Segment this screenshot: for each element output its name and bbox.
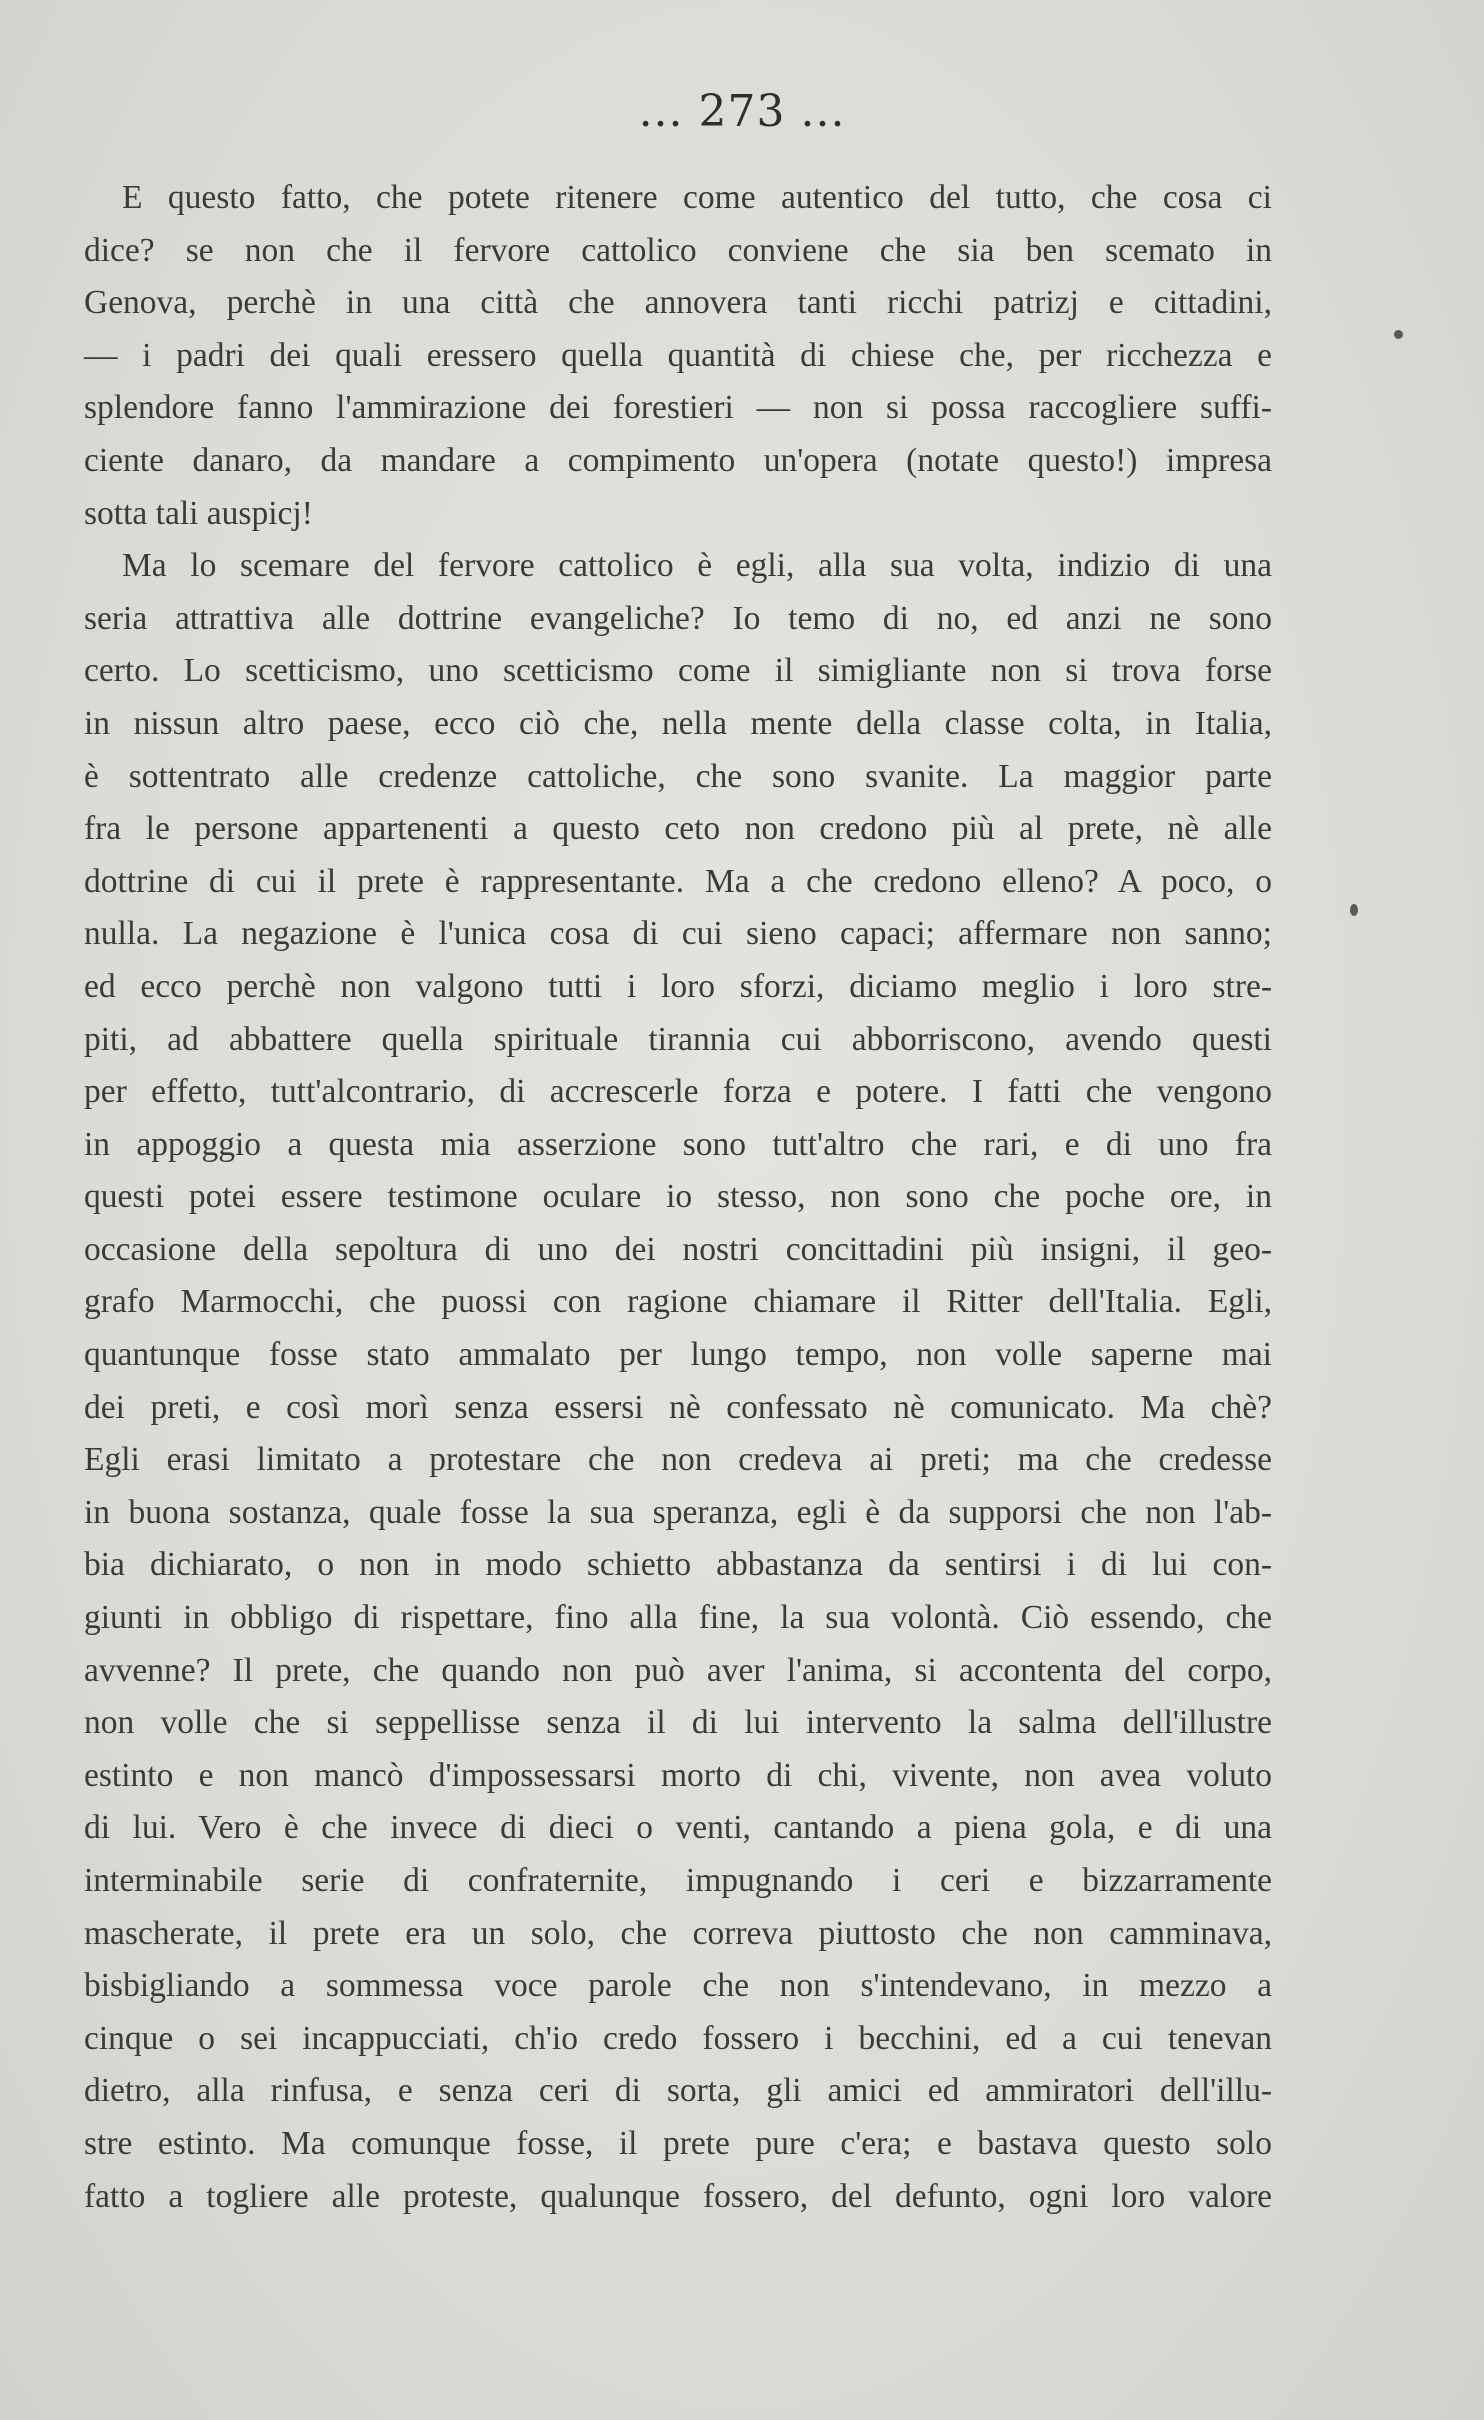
text-line: certo. Lo scetticismo, uno scetticismo come il simigliante non si trova forse [84,652,1272,690]
text-line: è sottentrato alle credenze cattoliche, che sono svanite. La maggior parte [84,757,1272,795]
text-line: sotta tali auspicj! [84,494,313,532]
text-line: Egli erasi limitato a protestare che non credeva ai preti; ma che credesse [84,1441,1272,1479]
text-line: cinque o sei incappucciati, ch'io credo fossero i becchini, ed a cui tenevan [84,2019,1272,2057]
text-line: di lui. Vero è che invece di dieci o venti, cantando a piena gola, e di una [84,1809,1272,1847]
paper-speck [1394,330,1403,339]
text-line: in nissun altro paese, ecco ciò che, nella mente della classe colta, in Italia, [84,704,1272,742]
text-line: dottrine di cui il prete è rappresentante. Ma a che credono elleno? A poco, o [84,862,1272,900]
paper-speck [1350,904,1358,916]
text-line: dietro, alla rinfusa, e senza ceri di sorta, gli amici ed ammiratori dell'illu- [84,2072,1272,2110]
text-line: nulla. La negazione è l'unica cosa di cui sieno capaci; affermare non sanno; [84,915,1272,953]
text-line: non volle che si seppellisse senza il di lui intervento la salma dell'illustre [84,1704,1272,1742]
text-line: Genova, perchè in una città che annovera tanti ricchi patrizj e cittadini, [84,284,1272,322]
text-line: dice? se non che il fervore cattolico conviene che sia ben scemato in [84,231,1272,269]
text-line: quantunque fosse stato ammalato per lungo tempo, non volle saperne mai [84,1336,1272,1374]
text-line: fra le persone appartenenti a questo ceto non credono più al prete, nè alle [84,810,1272,848]
text-line: per effetto, tutt'alcontrario, di accrescerle forza e potere. I fatti che vengono [84,1073,1272,1111]
text-line: in appoggio a questa mia asserzione sono tutt'altro che rari, e di uno fra [84,1125,1272,1163]
text-line: in buona sostanza, quale fosse la sua speranza, egli è da supporsi che non l'ab- [84,1493,1272,1531]
text-line: questi potei essere testimone oculare io stesso, non sono che poche ore, in [84,1178,1272,1216]
text-line: interminabile serie di confraternite, impugnando i ceri e bizzarramente [84,1862,1272,1899]
text-line: avvenne? Il prete, che quando non può aver l'anima, si accontenta del corpo, [84,1651,1272,1689]
text-line: estinto e non mancò d'impossessarsi morto di chi, vivente, non avea voluto [84,1756,1272,1794]
text-line: splendore fanno l'ammirazione dei forestieri — non si possa raccogliere suffi- [84,389,1272,427]
text-line: mascherate, il prete era un solo, che correva piuttosto che non camminava, [84,1914,1272,1952]
text-line: ed ecco perchè non valgono tutti i loro sforzi, diciamo meglio i loro stre- [84,967,1272,1005]
text-line: grafo Marmocchi, che puossi con ragione chiamare il Ritter dell'Italia. Egli, [84,1283,1272,1321]
text-line: ciente danaro, da mandare a compimento un'opera (notate questo!) impresa [84,441,1272,479]
text-line: E questo fatto, che potete ritenere come autentico del tutto, che cosa ci [122,179,1272,216]
text-line: dei preti, e così morì senza essersi nè confessato nè comunicato. Ma chè? [84,1388,1272,1426]
text-line: seria attrattiva alle dottrine evangeliche? Io temo di no, ed anzi ne sono [84,599,1272,637]
text-line: stre estinto. Ma comunque fosse, il prete pure c'era; e bastava questo solo [84,2124,1272,2162]
text-line: fatto a togliere alle proteste, qualunque fossero, del defunto, ogni loro valore [84,2177,1272,2215]
text-line: giunti in obbligo di rispettare, fino alla fine, la sua volontà. Ciò essendo, che [84,1599,1272,1637]
page-number-header: ... 273 ... [638,86,846,137]
text-line: occasione della sepoltura di uno dei nostri concittadini più insigni, il geo- [84,1230,1272,1268]
body-text [84,172,1272,2223]
text-line: bia dichiarato, o non in modo schietto abbastanza da sentirsi i di lui con- [84,1546,1272,1584]
text-line: bisbigliando a sommessa voce parole che non s'intendevano, in mezzo a [84,1967,1272,2005]
text-line: Ma lo scemare del fervore cattolico è egli, alla sua volta, indizio di una [122,547,1272,585]
text-line: — i padri dei quali eressero quella quantità di chiese che, per ricchezza e [84,336,1272,374]
text-line: piti, ad abbattere quella spirituale tirannia cui abborriscono, avendo questi [84,1020,1272,1058]
